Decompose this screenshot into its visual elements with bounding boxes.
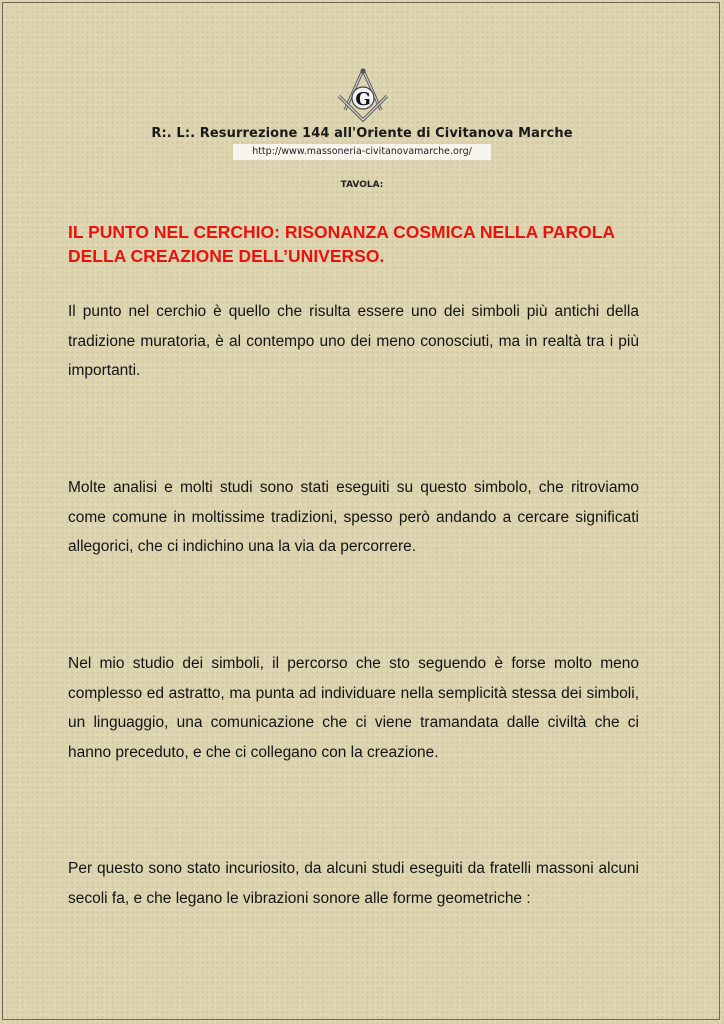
paragraph-4: Per questo sono stato incuriosito, da alcuni studi eseguiti da fratelli massoni alcuni secoli fa, e che legano le vibrazioni sonore alle forme geometriche : [68,860,639,907]
website-link[interactable]: http://www.massoneria-civitanovamarche.org/ [233,144,491,160]
lodge-name: R:. L:. Resurrezione 144 all'Oriente di Civitanova Marche [151,126,573,141]
document-type-label: TAVOLA: [340,180,384,190]
paragraph-3: Nel mio studio dei simboli, il percorso che sto seguendo è forse molto meno complesso ed astratto, ma punta ad individuare nella semplicità stessa dei simboli, un linguaggio, una comunicazione che ci viene tramandata dalle civiltà che ci hanno preceduto, e che ci collegano con la creazione. [68,655,639,761]
square-and-compasses-icon [335,66,391,124]
logo-letter: G [355,89,371,110]
paragraph-2: Molte analisi e molti studi sono stati eseguiti su questo simbolo, che ritroviamo come comune in moltissime tradizioni, spesso però andando a cercare significati allegorici, che ci indichino una la via da percorrere. [68,479,639,555]
paragraph-1: Il punto nel cerchio è quello che risulta essere uno dei simboli più antichi della tradizione muratoria, è al contempo uno dei meno conosciuti, ma in realtà tra i più importanti. [68,303,639,379]
document-title: IL PUNTO NEL CERCHIO: RISONANZA COSMICA NELLA PAROLA DELLA CREAZIONE DELL’UNIVERSO. [68,222,615,266]
